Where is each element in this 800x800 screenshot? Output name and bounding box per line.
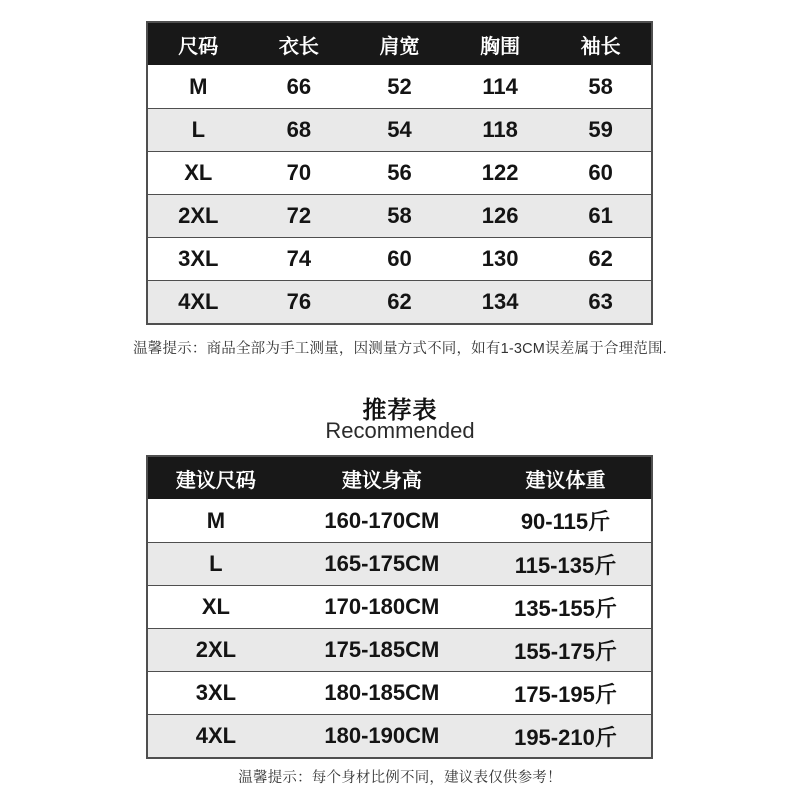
measurement-note: 温馨提示：商品全部为手工测量，因测量方式不同，如有1-3CM误差属于合理范围. bbox=[133, 341, 667, 357]
shoulder-value: 62 bbox=[387, 289, 412, 314]
length-value: 72 bbox=[286, 203, 312, 228]
length-value: 66 bbox=[286, 73, 312, 99]
size-label: 2XL bbox=[178, 203, 219, 228]
recommend-row-2xl bbox=[148, 628, 651, 671]
size-label: 2XL bbox=[195, 637, 237, 662]
height-range: 180-185CM bbox=[324, 680, 440, 705]
measurement-row-4xl bbox=[148, 280, 651, 323]
shoulder-value: 54 bbox=[387, 117, 412, 142]
measurement-table-header-row bbox=[148, 23, 651, 65]
chest-value: 114 bbox=[482, 73, 518, 99]
recommend-row-l bbox=[148, 542, 651, 585]
weight-range: 135-155斤 bbox=[514, 595, 617, 621]
header-cell-chest: 胸围 bbox=[480, 35, 521, 58]
recommend-table bbox=[146, 455, 653, 759]
recommend-title-zh: 推荐表 bbox=[362, 397, 438, 424]
size-label: 3XL bbox=[195, 680, 237, 705]
header-cell-size: 尺码 bbox=[178, 35, 219, 58]
weight-range: 195-210斤 bbox=[514, 724, 617, 750]
header-cell-suggested-size: 建议尺码 bbox=[175, 469, 256, 492]
recommend-title-en: Recommended bbox=[325, 418, 475, 443]
length-value: 70 bbox=[286, 160, 312, 185]
weight-range: 115-135斤 bbox=[514, 552, 617, 578]
recommend-row-m bbox=[148, 499, 651, 542]
height-range: 160-170CM bbox=[324, 507, 440, 533]
weight-range: 90-115斤 bbox=[520, 509, 611, 534]
header-cell-suggested-weight: 建议体重 bbox=[525, 469, 606, 492]
recommend-row-3xl bbox=[148, 671, 651, 714]
shoulder-value: 52 bbox=[387, 73, 412, 99]
height-range: 170-180CM bbox=[324, 594, 440, 619]
sleeve-value: 58 bbox=[588, 73, 613, 99]
size-label: L bbox=[209, 551, 223, 576]
length-value: 68 bbox=[286, 117, 312, 142]
weight-range: 175-195斤 bbox=[514, 681, 617, 707]
chest-value: 122 bbox=[481, 160, 519, 185]
size-label: 4XL bbox=[178, 289, 219, 314]
chest-value: 130 bbox=[481, 246, 519, 271]
size-label: XL bbox=[201, 594, 230, 619]
size-label: M bbox=[189, 73, 208, 99]
height-range: 175-185CM bbox=[324, 637, 440, 662]
height-range: 180-190CM bbox=[324, 723, 440, 748]
header-cell-length: 衣长 bbox=[278, 35, 319, 58]
recommend-note: 温馨提示：每个身材比例不同，建议表仅供参考！ bbox=[238, 770, 562, 786]
chest-value: 126 bbox=[481, 203, 519, 228]
chest-value: 118 bbox=[482, 117, 518, 142]
measurement-row-xl bbox=[148, 151, 651, 194]
sleeve-value: 63 bbox=[588, 289, 613, 314]
recommend-table-header-row bbox=[148, 457, 651, 499]
measurement-table bbox=[146, 21, 653, 325]
size-label: M bbox=[206, 507, 226, 533]
measurement-row-l bbox=[148, 108, 651, 151]
header-cell-sleeve: 袖长 bbox=[580, 35, 621, 58]
height-range: 165-175CM bbox=[324, 551, 440, 576]
size-label: 3XL bbox=[178, 246, 219, 271]
shoulder-value: 56 bbox=[387, 160, 412, 185]
header-cell-shoulder: 肩宽 bbox=[379, 35, 420, 58]
size-label: 4XL bbox=[195, 723, 237, 748]
shoulder-value: 58 bbox=[387, 203, 412, 228]
length-value: 74 bbox=[286, 246, 312, 271]
measurement-row-2xl bbox=[148, 194, 651, 237]
recommend-row-4xl bbox=[148, 714, 651, 757]
header-cell-suggested-height: 建议身高 bbox=[341, 469, 422, 492]
sleeve-value: 62 bbox=[588, 246, 613, 271]
sleeve-value: 59 bbox=[588, 117, 613, 142]
size-label: XL bbox=[184, 160, 213, 185]
shoulder-value: 60 bbox=[387, 246, 412, 271]
sleeve-value: 61 bbox=[588, 203, 613, 228]
size-label: L bbox=[191, 117, 206, 142]
chest-value: 134 bbox=[481, 289, 519, 314]
measurement-row-3xl bbox=[148, 237, 651, 280]
measurement-row-m bbox=[148, 65, 651, 108]
recommend-row-xl bbox=[148, 585, 651, 628]
weight-range: 155-175斤 bbox=[514, 638, 617, 664]
length-value: 76 bbox=[286, 289, 312, 314]
sleeve-value: 60 bbox=[588, 160, 613, 185]
